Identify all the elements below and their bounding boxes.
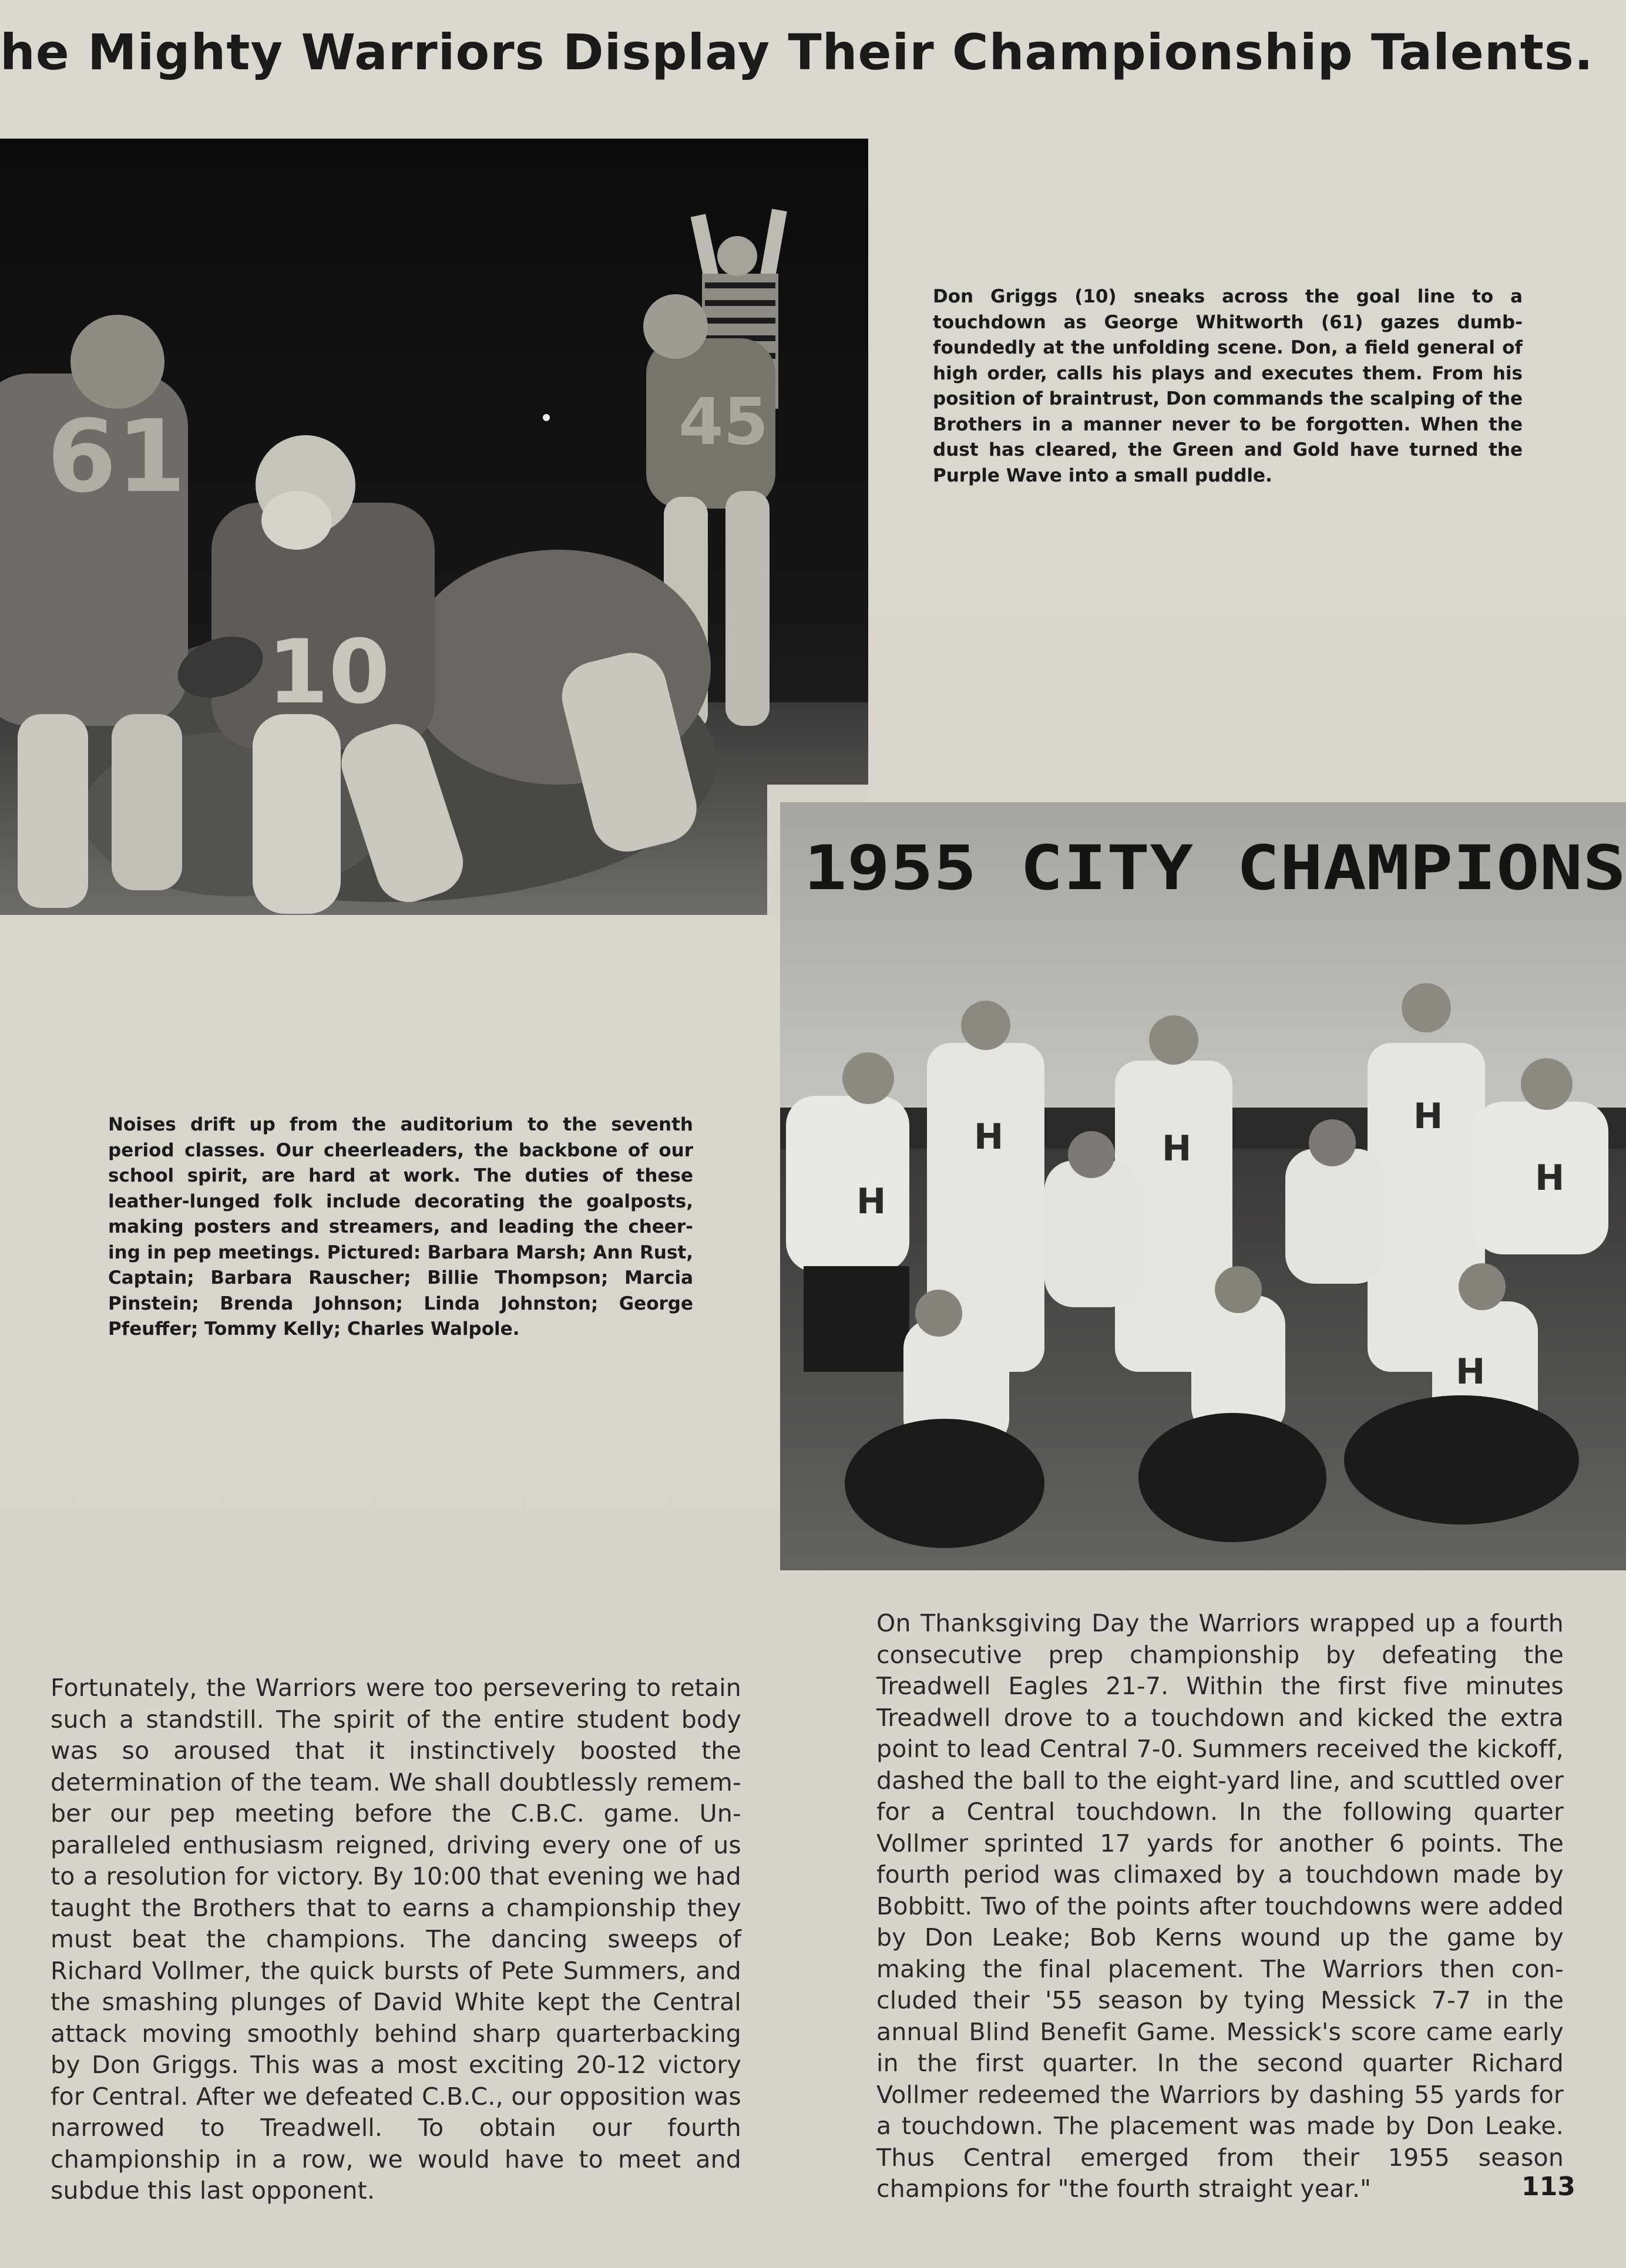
left-column	[51, 1673, 741, 2207]
right-column	[876, 1608, 1564, 2205]
cheerleader-caption	[108, 1112, 693, 1342]
page-number: 113	[1521, 2172, 1575, 2202]
right-column-text: On Thanksgiving Day the Warriors wrapped up a fourth consecutive prep championship by defeating the Treadwell Eagles 21-7. Within the first five minutes Treadwell drove to a touchdown and kicked the extra point to lead Central 7-0. Summers received the kickoff, dashed the ball to the eight-yard line, and scuttled over for a Central touchdown. In the following quarter Vollmer sprinted 17 yards for another 6 points. The fourth period was climaxed by a touchdown made by Bobbitt. Two of the points after touchdowns were added by Don Leake; Bob Kerns wound up the game by making the final placement. The Warriors then con-cluded their '55 season by tying Messick 7-7 in the annual Blind Benefit Game. Messick's score came early in the first quarter. In the second quarter Richard Vollmer redeemed the Warriors by dashing 55 yards for a touchdown. The placement was made by Don Leake. Thus Central emerged from their 1955 season champions for "the fourth straight year."	[876, 1609, 1564, 2203]
sweater-letter: H	[1162, 1128, 1192, 1169]
sweater-letter: H	[974, 1116, 1004, 1157]
sweater-letter: H	[1456, 1351, 1486, 1392]
football-photo	[0, 139, 868, 915]
jersey-number-45: 45	[678, 384, 769, 459]
sweater-letter: H	[1413, 1096, 1443, 1137]
jersey-number-61: 61	[47, 399, 186, 515]
football-caption	[933, 284, 1523, 489]
page-headline: he Mighty Warriors Display Their Championship Talents.	[0, 23, 1594, 81]
cheerleader-caption-text: Noises drift up from the auditorium to the seventh period classes. Our cheerleaders, the backbone of our school spirit, are hard at work. The duties of these leather-lunged folk include decorating the goalposts, making posters and streamers, and leading the cheer-ing in pep meetings. Pictured: Barbara Marsh; Ann Rust, Captain; Barbara Rauscher; Billie Thompson; Marcia Pinstein; Brenda Johnson; Linda Johnston; George Pfeuffer; Tommy Kelly; Charles Walpole.	[108, 1114, 693, 1340]
sweater-letter: H	[856, 1181, 886, 1222]
jersey-number-10: 10	[267, 621, 390, 724]
football-caption-text: Don Griggs (10) sneaks across the goal line to a touchdown as George Whitworth (61) gazes dumb-foundedly at the unfolding scene. Don, a field general of high order, calls his plays and executes them. From his position of braintrust, Don commands the scalping of the Brothers in a manner never to be forgotten. When the dust has cleared, the Green and Gold have turned the Purple Wave into a small puddle.	[933, 286, 1523, 486]
sweater-letter: H	[1535, 1157, 1565, 1199]
cheerleader-photo	[780, 802, 1626, 1570]
left-column-text: Fortunately, the Warriors were too persevering to retain such a standstill. The spirit of the entire student body was so aroused that it instinctively boosted the determination of the team. We shall doubtlessly remem-ber our pep meeting before the C.B.C. game. Un-paralleled enthusiasm reigned, driving every one of us to a resolution for victory. By 10:00 that evening we had taught the Brothers that to earns a championship they must beat the champions. The dancing sweeps of Richard Vollmer, the quick bursts of Pete Summers, and the smashing plunges of David White kept the Central attack moving smoothly behind sharp quarterbacking by Don Griggs. This was a most exciting 20-12 victory for Central. After we defeated C.B.C., our opposition was narrowed to Treadwell. To obtain our fourth championship in a row, we would have to meet and subdue this last opponent.	[51, 1674, 741, 2205]
cheerleader-photo-art	[780, 802, 1626, 1570]
football-photo-art	[0, 139, 868, 915]
champions-banner: 1955 CITY CHAMPIONS	[804, 832, 1626, 904]
